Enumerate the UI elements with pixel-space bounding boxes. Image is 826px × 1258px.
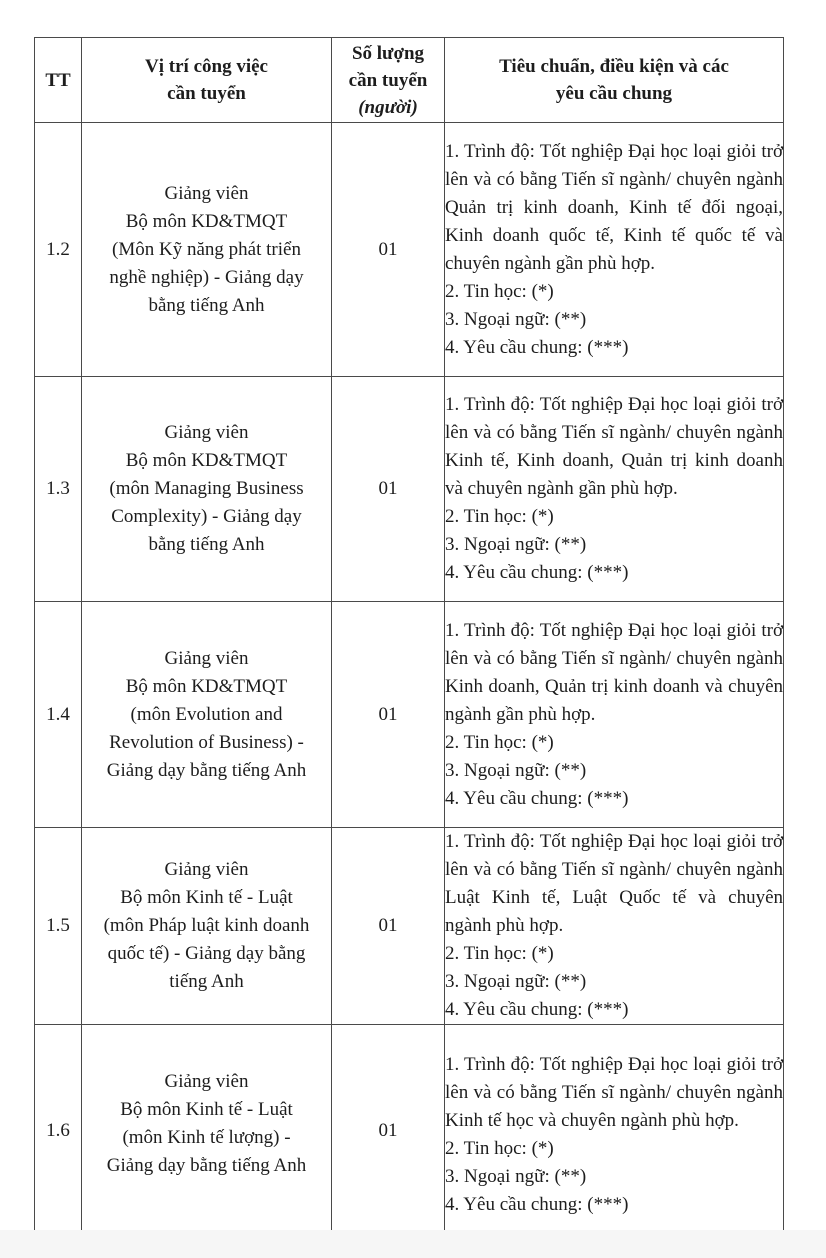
position-line: (môn Pháp luật kinh doanh: [103, 915, 310, 936]
position-line: Giảng viên: [164, 647, 249, 669]
row-position: [82, 1025, 332, 1245]
header-quantity-unit: (người): [358, 96, 418, 118]
header-quantity-line2: cần tuyển: [348, 69, 428, 91]
table-row: [35, 602, 784, 828]
row-requirements: [445, 828, 784, 1025]
header-requirements: [445, 38, 784, 123]
row-requirements: [445, 377, 784, 602]
header-quantity-line1: Số lượng: [351, 42, 425, 64]
requirement-general: 4. Yêu cầu chung: (***): [445, 336, 629, 358]
position-line: bằng tiếng Anh: [148, 534, 265, 555]
requirement-it: 2. Tin học: (*): [445, 506, 554, 527]
header-tt: TT: [35, 38, 82, 123]
row-quantity: 01: [332, 602, 445, 828]
position-line: Giảng viên: [164, 1070, 249, 1092]
requirement-education: 1. Trình độ: Tốt nghiệp Đại học loại giỏi trở lên và có bằng Tiến sĩ ngành/ chuyên ngành Kinh tế học và chuyên ngành phù hợp.: [445, 1053, 783, 1131]
header-position: [82, 38, 332, 123]
requirement-education: 1. Trình độ: Tốt nghiệp Đại học loại giỏi trở lên và có bằng Tiến sĩ ngành/ chuyên ngành Luật Kinh tế, Luật Quốc tế và chuyên ngành phù hợp.: [445, 831, 783, 936]
position-line: (môn Evolution and: [130, 703, 283, 725]
row-tt: 1.3: [35, 377, 82, 602]
row-quantity: 01: [332, 377, 445, 602]
header-requirements-line1: Tiêu chuẩn, điều kiện và các: [499, 56, 729, 77]
position-line: Giảng dạy bằng tiếng Anh: [106, 759, 307, 781]
requirement-education: 1. Trình độ: Tốt nghiệp Đại học loại giỏi trở lên và có bằng Tiến sĩ ngành/ chuyên ngành Kinh tế, Kinh doanh, Quản trị kinh doanh và chuyên ngành gần phù hợp.: [445, 394, 783, 499]
position-line: quốc tế) - Giảng dạy bằng: [107, 943, 306, 964]
header-quantity: [332, 38, 445, 123]
row-tt: 1.2: [35, 123, 82, 377]
position-line: (môn Managing Business: [109, 478, 304, 499]
row-requirements: [445, 123, 784, 377]
row-tt: 1.4: [35, 602, 82, 828]
position-line: tiếng Anh: [169, 971, 244, 992]
table-row: [35, 377, 784, 602]
row-position: [82, 377, 332, 602]
requirement-general: 4. Yêu cầu chung: (***): [445, 562, 629, 583]
requirement-it: 2. Tin học: (*): [445, 1137, 554, 1159]
requirement-it: 2. Tin học: (*): [445, 280, 554, 302]
row-requirements: [445, 602, 784, 828]
requirement-language: 3. Ngoại ngữ: (**): [445, 759, 587, 781]
table-row: [35, 828, 784, 1025]
row-tt: 1.5: [35, 828, 82, 1025]
requirement-education: 1. Trình độ: Tốt nghiệp Đại học loại giỏi trở lên và có bằng Tiến sĩ ngành/ chuyên ngành Kinh doanh, Quản trị kinh doanh và chuyên ngành gần phù hợp.: [445, 619, 783, 725]
position-line: Bộ môn KD&TMQT: [125, 450, 288, 471]
row-quantity: 01: [332, 1025, 445, 1245]
table-row: [35, 123, 784, 377]
page-bottom-margin: [0, 1230, 826, 1258]
requirement-general: 4. Yêu cầu chung: (***): [445, 787, 629, 809]
header-position-line2: cần tuyển: [167, 83, 246, 104]
position-line: bằng tiếng Anh: [148, 294, 265, 316]
requirement-it: 2. Tin học: (*): [445, 943, 554, 964]
position-line: Bộ môn Kinh tế - Luật: [120, 1098, 293, 1120]
position-line: Giảng viên: [164, 859, 249, 880]
requirement-general: 4. Yêu cầu chung: (***): [445, 999, 629, 1020]
position-line: Giảng dạy bằng tiếng Anh: [106, 1154, 307, 1176]
requirement-language: 3. Ngoại ngữ: (**): [445, 971, 587, 992]
requirement-education: 1. Trình độ: Tốt nghiệp Đại học loại giỏi trở lên và có bằng Tiến sĩ ngành/ chuyên ngành Quản trị kinh doanh, Kinh tế đối ngoại, Kinh doanh quốc tế, Kinh tế quốc tế và chuyên ngành gần phù hợp.: [445, 140, 783, 274]
row-requirements: [445, 1025, 784, 1245]
position-line: (môn Kinh tế lượng) -: [122, 1126, 291, 1148]
position-line: (Môn Kỹ năng phát triển: [112, 238, 301, 260]
position-line: Giảng viên: [164, 422, 249, 443]
table-header-row: [35, 38, 784, 123]
position-line: Bộ môn Kinh tế - Luật: [120, 887, 293, 908]
table-row: [35, 1025, 784, 1245]
row-position: [82, 123, 332, 377]
requirement-language: 3. Ngoại ngữ: (**): [445, 534, 587, 555]
position-line: Bộ môn KD&TMQT: [125, 210, 288, 232]
row-quantity: 01: [332, 123, 445, 377]
position-line: Giảng viên: [164, 182, 249, 204]
position-line: nghề nghiệp) - Giảng dạy: [109, 266, 304, 288]
requirement-language: 3. Ngoại ngữ: (**): [445, 1165, 587, 1187]
recruitment-table: [34, 37, 784, 1245]
row-tt: 1.6: [35, 1025, 82, 1245]
position-line: Complexity) - Giảng dạy: [111, 506, 302, 527]
requirement-language: 3. Ngoại ngữ: (**): [445, 308, 587, 330]
requirement-it: 2. Tin học: (*): [445, 731, 554, 753]
requirement-general: 4. Yêu cầu chung: (***): [445, 1193, 629, 1215]
row-position: [82, 828, 332, 1025]
row-quantity: 01: [332, 828, 445, 1025]
position-line: Revolution of Business) -: [109, 731, 304, 753]
row-position: [82, 602, 332, 828]
header-requirements-line2: yêu cầu chung: [555, 83, 673, 104]
header-position-line1: Vị trí công việc: [145, 56, 268, 77]
position-line: Bộ môn KD&TMQT: [125, 675, 288, 697]
